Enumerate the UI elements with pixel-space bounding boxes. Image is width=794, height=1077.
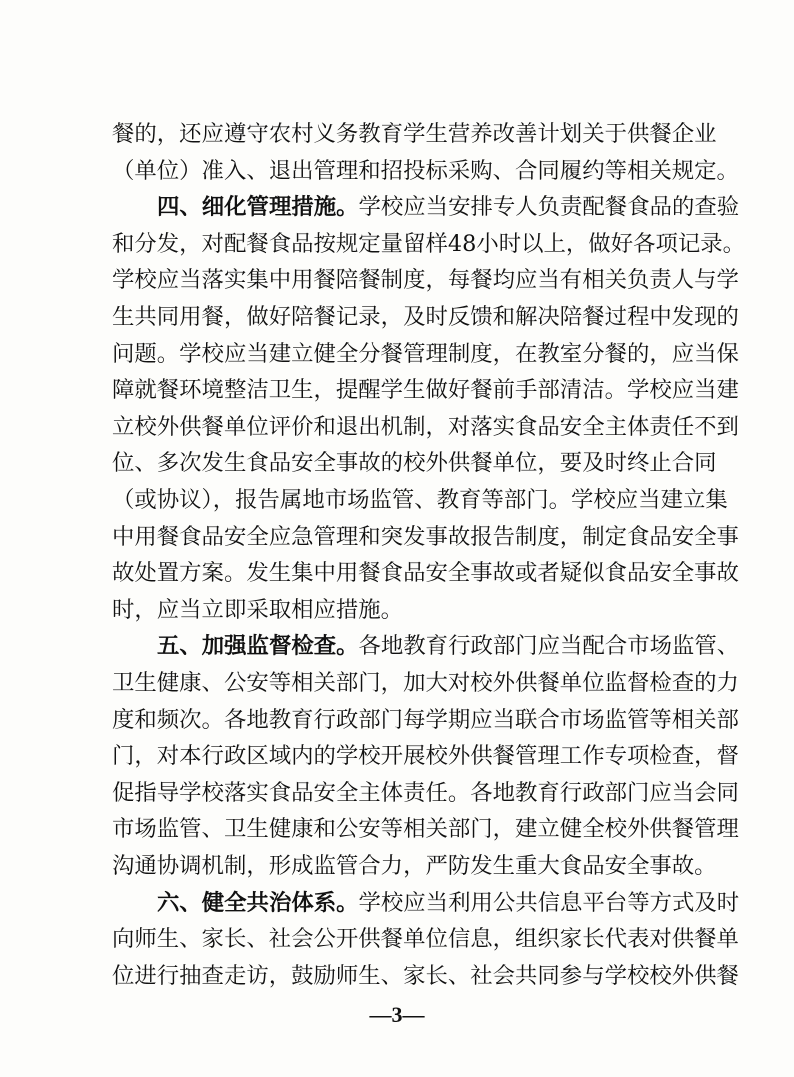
paragraph-line: 向师生、家长、社会公开供餐单位信息，组织家长代表对供餐单 (112, 926, 739, 953)
paragraph-text: 各地教育行政部门应当配合市场监管、 (358, 633, 740, 660)
paragraph-line: 障就餐环境整洁卫生，提醒学生做好餐前手部清洁。学校应当建 (112, 377, 739, 404)
paragraph-line: 门，对本行政区域内的学校开展校外供餐管理工作专项检查，督 (112, 743, 739, 770)
paragraph-line: （单位）准入、退出管理和招投标采购、合同履约等相关规定。 (112, 157, 739, 184)
paragraph-line: （或协议），报告属地市场监管、教育等部门。学校应当建立集 (112, 487, 728, 513)
paragraph-line: 时，应当立即采取相应措施。 (112, 596, 404, 623)
section-4-first-line (157, 189, 740, 226)
paragraph-line: 度和频次。各地教育行政部门每学期应当联合市场监管等相关部 (112, 706, 739, 733)
section-5-first-line (157, 628, 740, 665)
paragraph-line: 促指导学校落实食品安全主体责任。各地教育行政部门应当会同 (112, 779, 739, 806)
paragraph-line: 故处置方案。发生集中用餐食品安全事故或者疑似食品安全事故 (112, 560, 739, 587)
paragraph-text: 学校应当利用公共信息平台等方式及时 (358, 889, 740, 916)
section-4-heading: 四、细化管理措施。 (157, 194, 359, 221)
paragraph-line: 沟通协调机制，形成监管合力，严防发生重大食品安全事故。 (112, 853, 717, 879)
paragraph-text: 学校应当安排专人负责配餐食品的查验 (358, 194, 740, 221)
paragraph-line: 立校外供餐单位评价和退出机制，对落实食品安全主体责任不到 (112, 413, 739, 440)
paragraph-line: 问题。学校应当建立健全分餐管理制度，在教室分餐的，应当保 (112, 340, 739, 367)
paragraph-line: 位、多次发生食品安全事故的校外供餐单位，要及时终止合同 (112, 450, 717, 477)
paragraph-line: 中用餐食品安全应急管理和突发事故报告制度，制定食品安全事 (112, 523, 739, 550)
paragraph-line: 市场监管、卫生健康和公安等相关部门，建立健全校外供餐管理 (112, 816, 739, 843)
paragraph-line: 和分发，对配餐食品按规定量留样48小时以上，做好各项记录。 (112, 230, 746, 257)
paragraph-line: 餐的，还应遵守农村义务教育学生营养改善计划关于供餐企业 (112, 121, 717, 147)
paragraph-line: 卫生健康、公安等相关部门，加大对校外供餐单位监督检查的力 (112, 670, 739, 696)
section-6-heading: 六、健全共治体系。 (157, 889, 359, 916)
paragraph-line: 学校应当落实集中用餐陪餐制度，每餐均应当有相关负责人与学 (112, 267, 739, 294)
section-5-heading: 五、加强监督检查。 (157, 633, 359, 660)
section-6-first-line (157, 885, 740, 922)
paragraph-line: 位进行抽查走访，鼓励师生、家长、社会共同参与学校校外供餐 (112, 962, 739, 989)
page-number: —3— (369, 1002, 425, 1028)
paragraph-line: 生共同用餐，做好陪餐记录，及时反馈和解决陪餐过程中发现的 (112, 304, 739, 330)
